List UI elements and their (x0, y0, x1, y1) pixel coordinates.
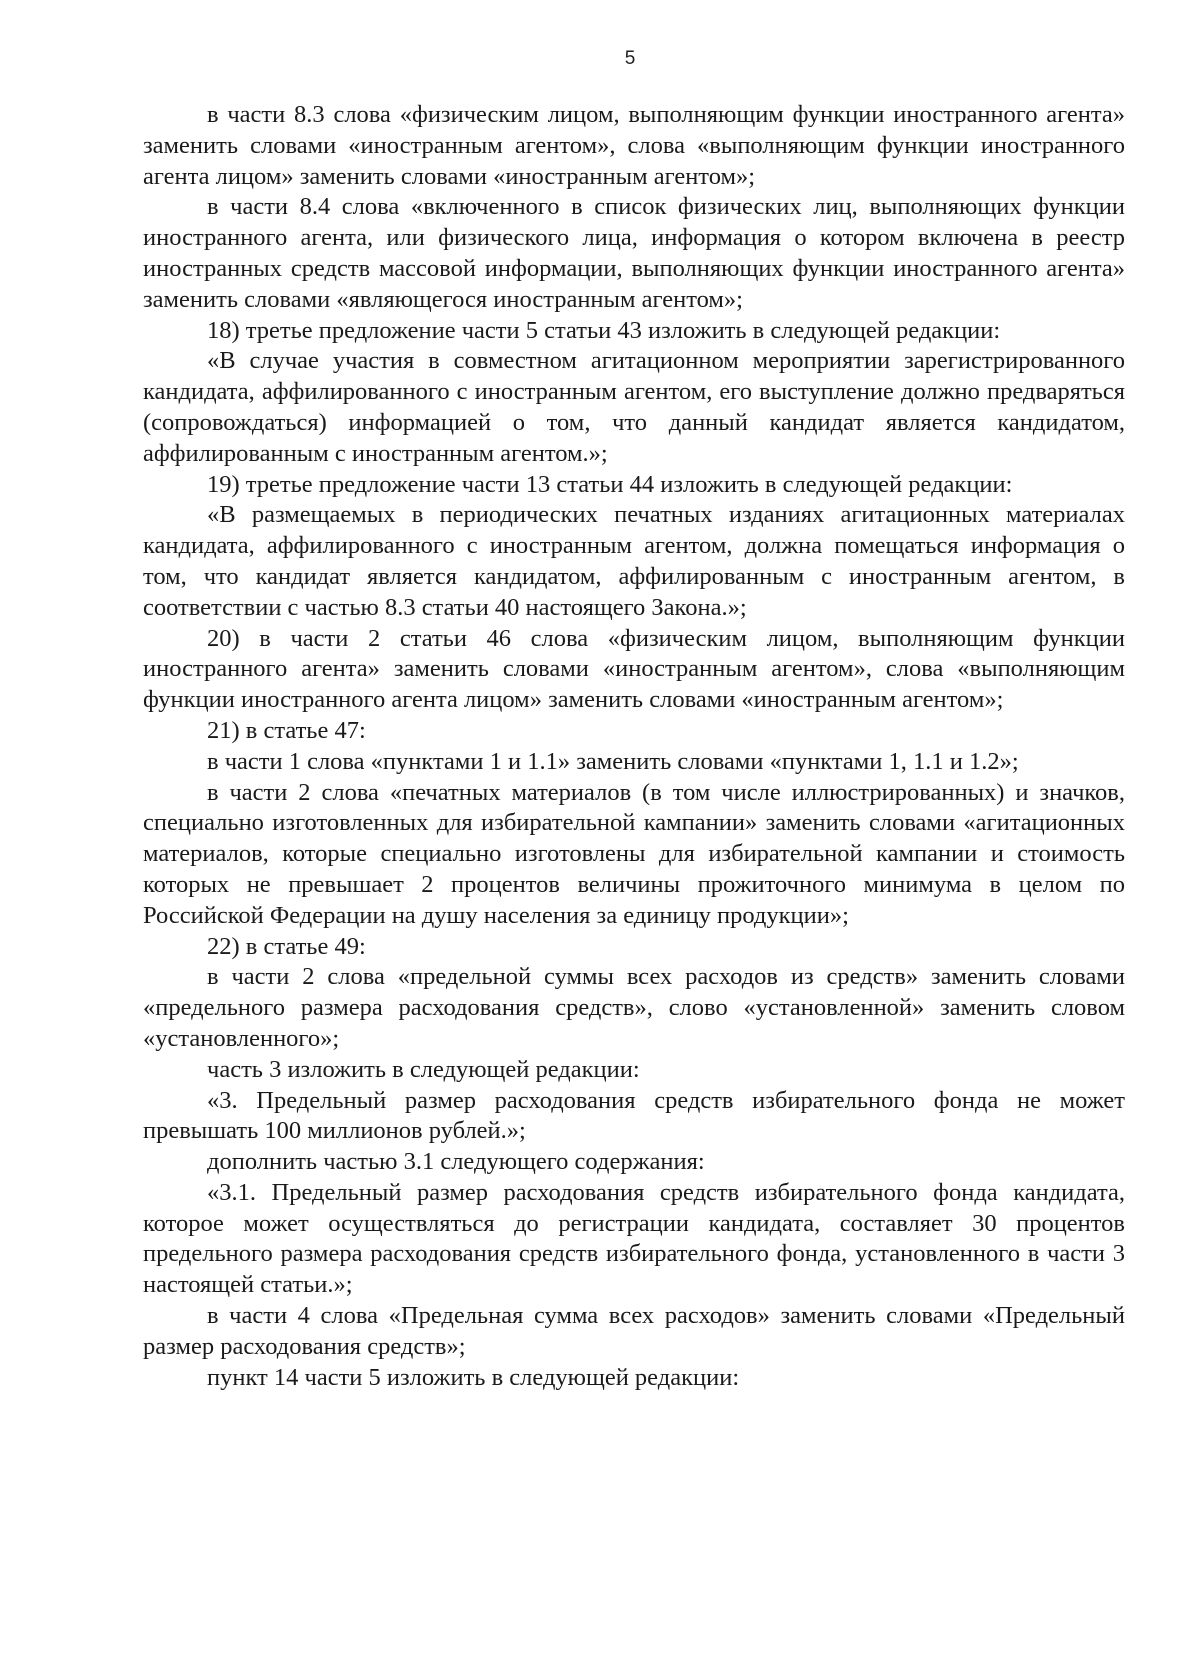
page-number: 5 (624, 48, 636, 69)
paragraph-10: в части 2 слова «печатных материалов (в том числе иллюстрированных) и значков, специально изготовленных для избирательной кампании» заменить словами «агитационных материалов, которые специально изготовлены для избирательной кампании и стоимость которых не превышает 2 процентов величины прожиточного минимума в целом по Российской Федерации на душу населения за единицу продукции»; (143, 778, 1125, 929)
paragraph-12: в части 2 слова «предельной суммы всех расходов из средств» заменить словами «предельного размера расходования средств», слово «установленной» заменить словом «установленного»; (143, 963, 1125, 1052)
paragraph-11: 22) в статье 49: (207, 932, 366, 960)
paragraph-9: в части 1 слова «пунктами 1 и 1.1» заменить словами «пунктами 1, 1.1 и 1.2»; (207, 747, 1019, 775)
paragraph-7: 20) в части 2 статьи 46 слова «физическим лицом, выполняющим функции иностранного агента» заменить словами «иностранным агентом», слова «выполняющим функции иностранного агента лицом» заменить словами «иностранным агентом»; (143, 624, 1125, 714)
paragraph-13: часть 3 изложить в следующей редакции: (207, 1055, 640, 1083)
paragraph-6: «В размещаемых в периодических печатных изданиях агитационных материалах кандидата, аффилированного с иностранным агентом, должна помещаться информация о том, что кандидат является кандидатом, аффилированным с иностранным агентом, в соответствии с частью 8.3 статьи 40 настоящего Закона.»; (143, 501, 1125, 621)
paragraph-2: в части 8.4 слова «включенного в список физических лиц, выполняющих функции иностранного агента, или физического лица, информация о котором включена в реестр иностранных средств массовой информации, выполняющих функции иностранного агента» заменить словами «являющегося иностранным агентом»; (143, 193, 1125, 313)
paragraph-18: пункт 14 части 5 изложить в следующей редакции: (207, 1363, 740, 1391)
paragraph-17: в части 4 слова «Предельная сумма всех расходов» заменить словами «Предельный размер расходования средств»; (143, 1302, 1125, 1360)
paragraph-5: 19) третье предложение части 13 статьи 44 изложить в следующей редакции: (207, 470, 1013, 498)
paragraph-16: «3.1. Предельный размер расходования средств избирательного фонда кандидата, которое может осуществляться до регистрации кандидата, составляет 30 процентов предельного размера расходования средств избирательного фонда, установленного в части 3 настоящей статьи.»; (143, 1178, 1125, 1299)
paragraph-14: «3. Предельный размер расходования средств избирательного фонда не может превышать 100 миллионов рублей.»; (143, 1086, 1125, 1145)
paragraph-8: 21) в статье 47: (207, 716, 366, 744)
paragraph-1: в части 8.3 слова «физическим лицом, выполняющим функции иностранного агента» заменить словами «иностранным агентом», слова «выполняющим функции иностранного агента лицом» заменить словами «иностранным агентом»; (143, 101, 1125, 190)
paragraph-15: дополнить частью 3.1 следующего содержания: (207, 1148, 705, 1176)
paragraph-4: «В случае участия в совместном агитационном мероприятии зарегистрированного кандидата, аффилированного с иностранным агентом, его выступление должно предваряться (сопровождаться) информацией о том, что данный кандидат является кандидатом, аффилированным с иностранным агентом.»; (143, 347, 1125, 467)
paragraph-3: 18) третье предложение части 5 статьи 43 изложить в следующей редакции: (207, 316, 1001, 344)
document-body (143, 100, 1125, 1393)
